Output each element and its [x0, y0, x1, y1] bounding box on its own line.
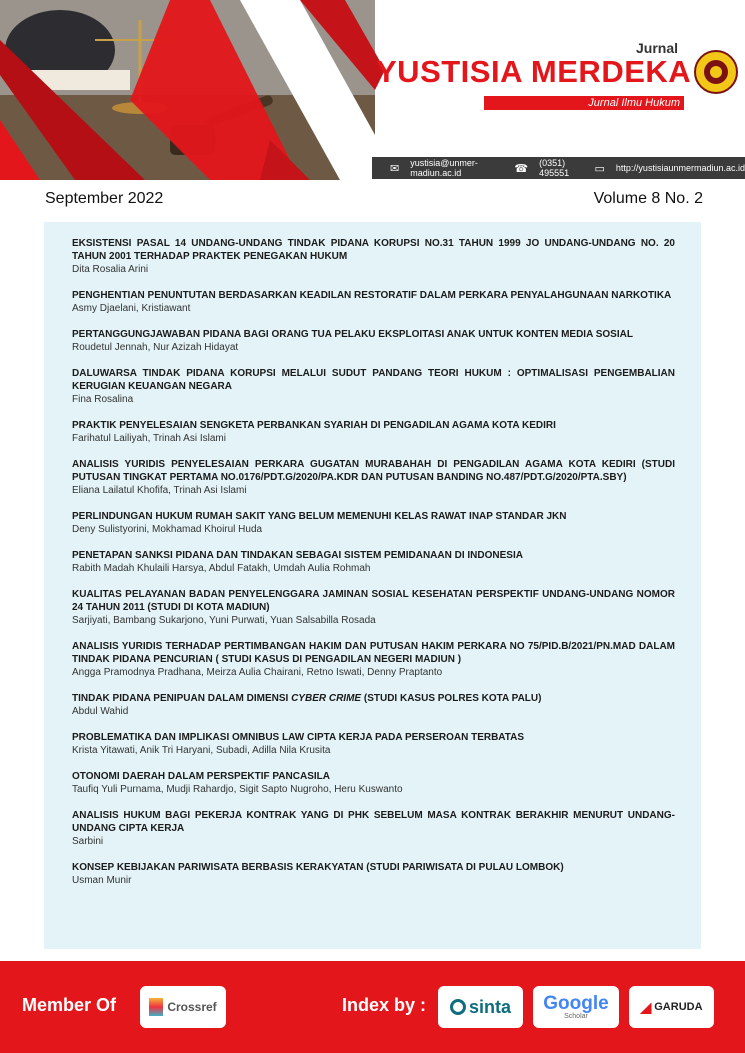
article-authors: Abdul Wahid — [72, 706, 129, 717]
google-text: Google — [543, 993, 609, 1014]
article-title-part: TINDAK PIDANA PENIPUAN DALAM DIMENSI — [72, 693, 292, 704]
garuda-icon: ◢ — [640, 998, 652, 1015]
issue-volume: Volume 8 No. 2 — [593, 190, 703, 207]
article-title: EKSISTENSI PASAL 14 UNDANG-UNDANG TINDAK PIDANA KORUPSI NO.31 TAHUN 1999 JO UNDANG-UNDANG NO. 20 TAHUN 2001 TERHADAP PRAKTEK PENEGAKAN HUKUM — [72, 238, 675, 262]
cover-footer — [0, 961, 745, 1053]
journal-title: YUSTISIA MERDEKA — [376, 54, 692, 89]
article-entry[interactable] — [72, 289, 675, 315]
sinta-icon — [450, 999, 466, 1015]
sinta-text: sinta — [468, 996, 511, 1017]
article-authors: Roudetul Jennah, Nur Azizah Hidayat — [72, 342, 239, 353]
article-authors: Eliana Lailatul Khofifa, Trinah Asi Islami — [72, 485, 247, 496]
article-entry[interactable] — [72, 770, 675, 796]
article-authors: Fina Rosalina — [72, 394, 134, 405]
phone-icon: ☎ — [514, 162, 529, 175]
article-title: PENGHENTIAN PENUNTUTAN BERDASARKAN KEADILAN RESTORATIF DALAM PERKARA PENYALAHGUNAAN NARKOTIKA — [72, 290, 672, 301]
mail-icon: ✉ — [390, 162, 400, 175]
garuda-text: GARUDA — [654, 1001, 703, 1013]
crossref-text: Crossref — [167, 1000, 217, 1014]
journal-subtitle: Jurnal Ilmu Hukum — [484, 96, 684, 110]
article-authors: Angga Pramodnya Pradhana, Meirza Aulia Chairani, Retno Iswati, Denny Praptanto — [72, 667, 443, 678]
article-entry[interactable] — [72, 367, 675, 406]
contact-phone: (0351) 495551 — [539, 158, 570, 178]
index-by-label: Index by : — [342, 995, 427, 1015]
article-authors: Farihatul Lailiyah, Trinah Asi Islami — [72, 433, 226, 444]
article-authors: Usman Munir — [72, 875, 132, 886]
article-title-part: (STUDI KASUS POLRES KOTA PALU) — [361, 693, 542, 704]
article-authors: Rabith Madah Khulaili Harsya, Abdul Fatakh, Umdah Aulia Rohmah — [72, 563, 371, 574]
article-authors: Krista Yitawati, Anik Tri Haryani, Subadi, Adilla Nila Krusita — [72, 745, 331, 756]
article-title: PERTANGGUNGJAWABAN PIDANA BAGI ORANG TUA PELAKU EKSPLOITASI ANAK UNTUK KONTEN MEDIA SOSIAL — [72, 329, 633, 340]
article-entry[interactable] — [72, 640, 675, 679]
table-of-contents — [44, 222, 701, 949]
contact-email[interactable]: yustisia@unmer-madiun.ac.id — [410, 158, 478, 178]
article-authors: Asmy Djaelani, Kristiawant — [72, 303, 191, 314]
crossref-logo[interactable] — [140, 986, 226, 1028]
article-title — [72, 692, 675, 705]
article-title: PRAKTIK PENYELESAIAN SENGKETA PERBANKAN SYARIAH DI PENGADILAN AGAMA KOTA KEDIRI — [72, 420, 556, 431]
article-title: KUALITAS PELAYANAN BADAN PENYELENGGARA JAMINAN SOSIAL KESEHATAN PERSPEKTIF UNDANG-UNDANG NOMOR 24 TAHUN 2011 (STUDI DI KOTA MADIUN) — [72, 589, 675, 613]
article-title: ANALISIS YURIDIS TERHADAP PERTIMBANGAN HAKIM DAN PUTUSAN HAKIM PERKARA NO 75/PID.B/2021/PN.MAD DALAM TINDAK PIDANA PENCURIAN ( STUDI KASUS DI PENGADILAN NEGERI MADIUN ) — [72, 641, 675, 665]
contact-bar — [372, 157, 745, 179]
article-entry[interactable] — [72, 419, 675, 445]
article-entry[interactable] — [72, 510, 675, 536]
article-title: PERLINDUNGAN HUKUM RUMAH SAKIT YANG BELUM MEMENUHI KELAS RAWAT INAP STANDAR JKN — [72, 511, 567, 522]
member-of-label: Member Of — [22, 995, 117, 1015]
article-entry[interactable] — [72, 458, 675, 497]
article-title: DALUWARSA TINDAK PIDANA KORUPSI MELALUI SUDUT PANDANG TEORI HUKUM : OPTIMALISASI PENGEMBALIAN KERUGIAN KEUANGAN NEGARA — [72, 368, 675, 392]
article-title: ANALISIS HUKUM BAGI PEKERJA KONTRAK YANG DI PHK SEBELUM MASA KONTRAK BERAKHIR MENURUT UNDANG-UNDANG CIPTA KERJA — [72, 810, 675, 834]
article-title: PENETAPAN SANKSI PIDANA DAN TINDAKAN SEBAGAI SISTEM PEMIDANAAN DI INDONESIA — [72, 550, 523, 561]
article-authors: Dita Rosalia Arini — [72, 264, 149, 275]
article-entry[interactable] — [72, 809, 675, 848]
google-scholar-logo[interactable] — [533, 986, 619, 1028]
garuda-logo[interactable] — [629, 986, 714, 1028]
article-title-italic: CYBER CRIME — [291, 693, 362, 704]
article-entry[interactable] — [72, 328, 675, 354]
article-entry[interactable] — [72, 861, 675, 887]
article-title: KONSEP KEBIJAKAN PARIWISATA BERBASIS KERAKYATAN (STUDI PARIWISATA DI PULAU LOMBOK) — [72, 862, 564, 873]
university-seal-icon — [694, 50, 738, 94]
sinta-logo[interactable] — [438, 986, 523, 1028]
scholar-text: Scholar — [564, 1013, 588, 1020]
article-title: PROBLEMATIKA DAN IMPLIKASI OMNIBUS LAW CIPTA KERJA PADA PERSEROAN TERBATAS — [72, 732, 525, 743]
article-entry[interactable] — [72, 588, 675, 627]
journal-word: Jurnal — [636, 40, 679, 56]
article-authors: Sarbini — [72, 836, 104, 847]
article-authors: Deny Sulistyorini, Mokhamad Khoirul Huda — [72, 524, 263, 535]
article-title: ANALISIS YURIDIS PENYELESAIAN PERKARA GUGATAN MURABAHAH DI PENGADILAN AGAMA KOTA KEDIRI (STUDI PUTUSAN TINGKAT PERTAMA NO.0176/PDT.G/2020/PA.KDR DAN PUTUSAN BANDING NO.487/PDT.G/2020/PTA.SBY) — [72, 459, 675, 483]
article-entry[interactable] — [72, 692, 675, 718]
article-entry[interactable] — [72, 731, 675, 757]
contact-url[interactable]: http://yustisiaunmermadiun.ac.id — [615, 163, 745, 173]
crossref-icon — [149, 998, 163, 1016]
monitor-icon: ▭ — [594, 162, 605, 175]
article-entry[interactable] — [72, 237, 675, 276]
red-chevron-decoration — [0, 0, 745, 180]
article-authors: Sarjiyati, Bambang Sukarjono, Yuni Purwati, Yuan Salsabilla Rosada — [72, 615, 376, 626]
issue-date: September 2022 — [45, 190, 164, 207]
article-entry[interactable] — [72, 549, 675, 575]
article-authors: Taufiq Yuli Purnama, Mudji Rahardjo, Sigit Sapto Nugroho, Heru Kuswanto — [72, 784, 403, 795]
cover-header — [0, 0, 745, 180]
article-title: OTONOMI DAERAH DALAM PERSPEKTIF PANCASILA — [72, 771, 330, 782]
